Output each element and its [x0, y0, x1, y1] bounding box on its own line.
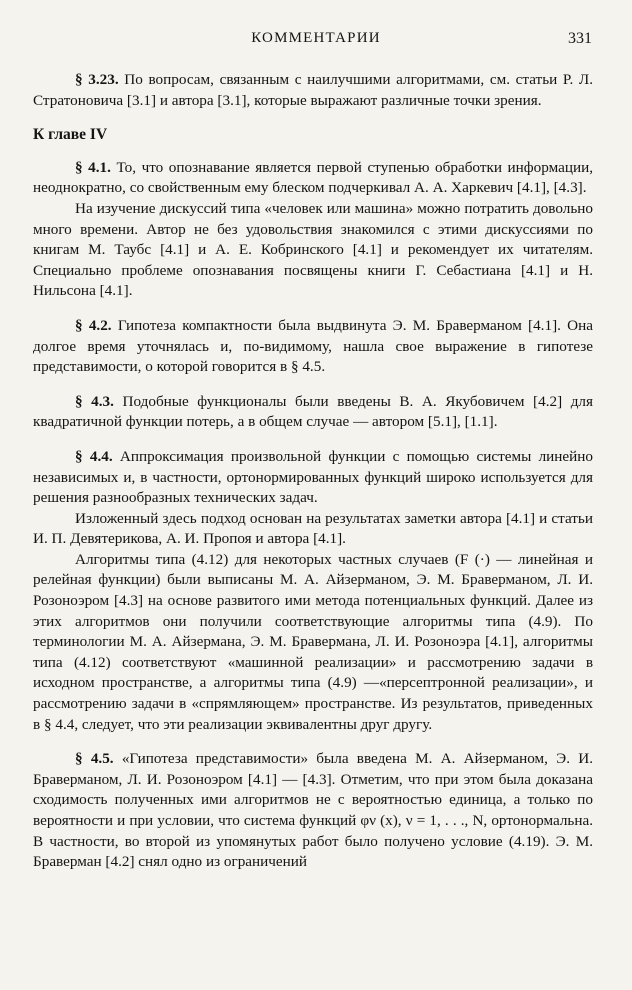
section-number: § 4.5. — [75, 750, 114, 768]
section-4-2 — [33, 316, 593, 378]
section-4-3 — [33, 392, 593, 433]
section-number: § 4.2. — [75, 316, 112, 334]
paragraph-text: По вопросам, связанным с наилучшими алгоритмами, см. статьи Р. Л. Стратоновича [3.1] и автора [3.1], которые выражают различные точки зрения. — [33, 71, 593, 109]
section-3-23 — [33, 70, 593, 111]
section-4-5 — [33, 749, 593, 873]
chapter-heading: К главе IV — [33, 126, 108, 144]
section-4-4 — [33, 447, 593, 509]
section-number: § 4.4. — [75, 447, 113, 465]
paragraph: Изложенный здесь подход основан на результатах заметки автора [4.1] и статьи И. П. Девятерикова, А. И. Пропоя и автора [4.1]. — [33, 509, 593, 548]
paragraph-text: Гипотеза компактности была выдвинута Э. М. Браверманом [4.1]. Она долгое время уточнялась и, по-видимому, нашла свое выражение в гипотезе представимости, о которой говорится в § 4.5. — [33, 316, 593, 376]
paragraph-text: Подобные функционалы были введены В. А. Якубовичем [4.2] для квадратичной функции потерь, а в общем случае — автором [5.1], [1.1]. — [33, 392, 593, 431]
page-body — [33, 70, 593, 873]
section-4-1 — [33, 158, 593, 199]
running-header — [0, 30, 632, 52]
paragraph-text: «Гипотеза представимости» была введена М. А. Айзерманом, Э. И. Браверманом, Л. И. Розоноэром [4.1] — [4.3]. Отметим, что при этом была доказана сходимость полученных ими алгоритмов не с вероятностью единица, а только по вероятности и при условии, что система функций φν (x), ν = 1, . . ., N, ортонормальна. В частности, во второй из упомянутых работ было получено условие (4.19). Э. М. Браверман [4.2] снял одно из ограничений — [33, 750, 593, 871]
section-number: § 4.1. — [75, 158, 111, 176]
paragraph: Алгоритмы типа (4.12) для некоторых частных случаев (F (·) — линейная и релейная функции) были выписаны М. А. Айзерманом, Э. М. Браверманом, Л. И. Розоноэром [4.3] на основе развитого ими метода потенциальных функций. Далее из этих алгоритмов они получили соответствующие алгоритмы типа (4.9). По терминологии М. А. Айзермана, Э. М. Бравермана, Л. И. Розоноэра [4.1], алгоритмы типа (4.12) соответствуют «машинной реализации» и рассмотрению задачи в исходном пространстве, а алгоритмы типа (4.9) —«персептронной реализации», и рассмотрению задачи в «спрямляющем» пространстве. Из результатов, приведенных в § 4.4, следует, что эти реализации эквивалентны друг другу. — [33, 550, 593, 733]
paragraph: На изучение дискуссий типа «человек или машина» можно потратить довольно много времени. Автор не без удовольствия знакомился с этими дискуссиями по книгам М. Таубс [4.1] и А. Е. Кобринского [4.1] и рекомендует их читателям. Специально проблеме опознавания посвящены книги Г. Себастиана [4.1] и Н. Нильсона [4.1]. — [33, 199, 593, 300]
section-number: § 3.23. — [75, 71, 119, 88]
running-title: КОММЕНТАРИИ — [251, 30, 381, 46]
paragraph-text: Аппроксимация произвольной функции с помощью системы линейно независимых и, в частности, ортонормированных функций широко используется для решения разнообразных технических задач. — [33, 447, 594, 507]
page-number: 331 — [568, 30, 592, 47]
section-number: § 4.3. — [75, 392, 114, 410]
paragraph-text: То, что опознавание является первой ступенью обработки информации, неоднократно, со свойственным ему блеском подчеркивал А. А. Харкевич [4.1], [4.3]. — [33, 158, 593, 197]
